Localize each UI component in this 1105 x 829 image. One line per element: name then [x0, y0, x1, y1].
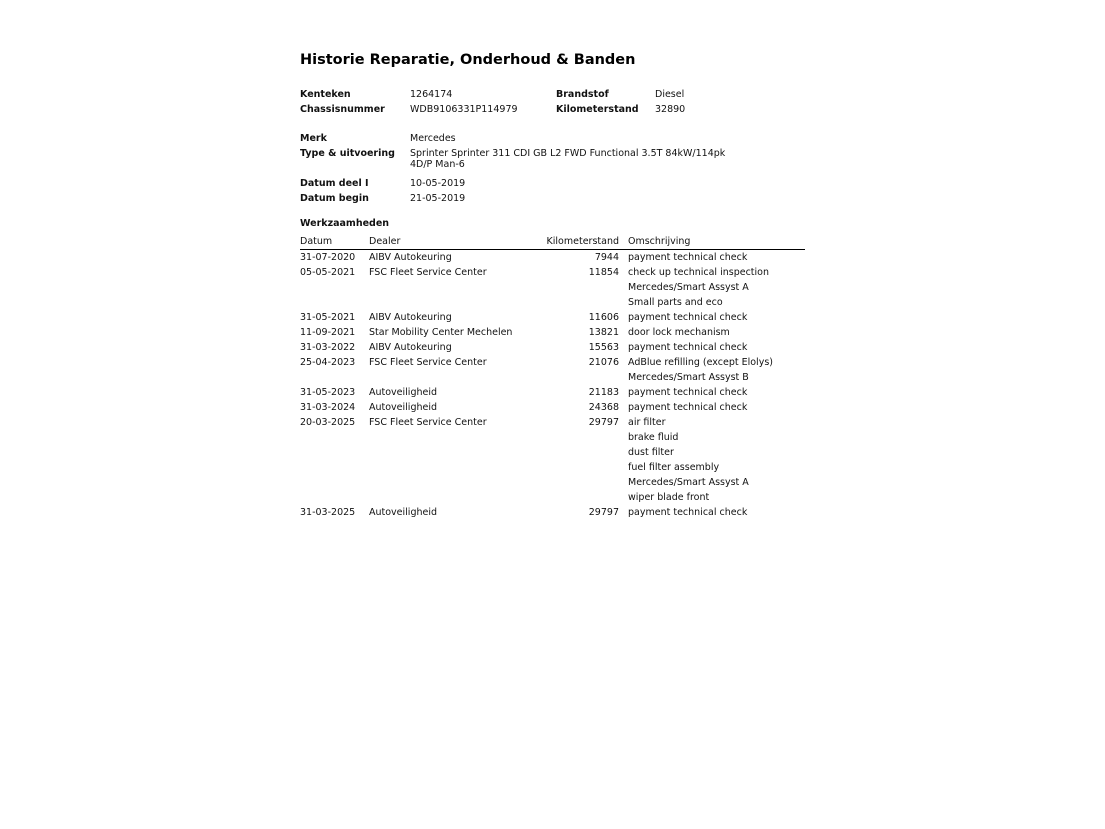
table-row	[300, 430, 805, 445]
row-omschrijving: payment technical check	[628, 402, 748, 413]
row-kilometerstand: 21076	[588, 357, 619, 368]
row-omschrijving: fuel filter assembly	[628, 462, 720, 473]
kenteken-row	[300, 87, 810, 102]
table-row	[300, 490, 805, 505]
row-dealer	[369, 280, 537, 295]
row-date: 31-03-2025	[300, 507, 356, 518]
row-dealer	[369, 490, 537, 505]
row-date: 05-05-2021	[300, 267, 356, 278]
row-dealer: FSC Fleet Service Center	[369, 357, 487, 368]
works-body	[300, 250, 805, 521]
row-kilometerstand	[537, 460, 628, 475]
row-omschrijving: wiper blade front	[628, 492, 710, 503]
row-kilometerstand: 7944	[594, 252, 619, 263]
row-kilometerstand	[537, 370, 628, 385]
chassis-row	[300, 102, 810, 117]
row-dealer	[369, 460, 537, 475]
table-row	[300, 385, 805, 400]
table-row	[300, 295, 805, 310]
kenteken-value: 1264174	[410, 89, 453, 100]
report	[300, 50, 810, 520]
table-row	[300, 250, 805, 266]
row-omschrijving: Mercedes/Smart Assyst A	[628, 282, 749, 293]
row-kilometerstand	[537, 445, 628, 460]
row-dealer: AIBV Autokeuring	[369, 312, 452, 323]
row-omschrijving: payment technical check	[628, 507, 748, 518]
row-dealer: FSC Fleet Service Center	[369, 417, 487, 428]
chassis-label: Chassisnummer	[300, 104, 385, 115]
kilometerstand-value: 32890	[655, 104, 686, 115]
row-date: 25-04-2023	[300, 357, 356, 368]
row-date	[300, 460, 369, 475]
page-title: Historie Reparatie, Onderhoud & Banden	[300, 52, 636, 68]
table-row	[300, 400, 805, 415]
datum-begin-value: 21-05-2019	[410, 193, 466, 204]
row-omschrijving: Small parts and eco	[628, 297, 723, 308]
table-row	[300, 265, 805, 280]
header-omschrijving: Omschrijving	[628, 234, 805, 250]
merk-label: Merk	[300, 133, 327, 144]
row-dealer	[369, 295, 537, 310]
row-date: 11-09-2021	[300, 327, 356, 338]
row-omschrijving: brake fluid	[628, 432, 679, 443]
table-row	[300, 310, 805, 325]
table-row	[300, 280, 805, 295]
kenteken-label: Kenteken	[300, 89, 351, 100]
header-datum: Datum	[300, 234, 369, 250]
row-dealer	[369, 370, 537, 385]
type-label: Type & uitvoering	[300, 148, 395, 159]
row-date	[300, 430, 369, 445]
table-row	[300, 445, 805, 460]
datum-begin-row	[300, 191, 810, 206]
datum-begin-label: Datum begin	[300, 193, 369, 204]
header-kilometerstand: Kilometerstand	[537, 234, 628, 250]
row-kilometerstand: 11606	[588, 312, 619, 323]
row-date: 31-03-2024	[300, 402, 356, 413]
type-value: Sprinter Sprinter 311 CDI GB L2 FWD Functional 3.5T 84kW/114pk 4D/P Man-6	[410, 148, 726, 170]
row-omschrijving: payment technical check	[628, 252, 748, 263]
row-date	[300, 445, 369, 460]
row-dealer: AIBV Autokeuring	[369, 252, 452, 263]
row-omschrijving: air filter	[628, 417, 666, 428]
row-date	[300, 475, 369, 490]
row-kilometerstand	[537, 295, 628, 310]
row-kilometerstand: 29797	[588, 507, 619, 518]
row-omschrijving: Mercedes/Smart Assyst B	[628, 372, 749, 383]
table-row	[300, 505, 805, 520]
row-kilometerstand	[537, 475, 628, 490]
table-row	[300, 415, 805, 430]
row-omschrijving: dust filter	[628, 447, 674, 458]
row-omschrijving: payment technical check	[628, 387, 748, 398]
row-omschrijving: door lock mechanism	[628, 327, 730, 338]
werkzaamheden-heading: Werkzaamheden	[300, 218, 390, 229]
row-omschrijving: Mercedes/Smart Assyst A	[628, 477, 749, 488]
row-omschrijving: AdBlue refilling (except Elolys)	[628, 357, 773, 368]
row-kilometerstand: 29797	[588, 417, 619, 428]
row-omschrijving: payment technical check	[628, 342, 748, 353]
row-kilometerstand: 11854	[588, 267, 619, 278]
row-date: 31-05-2023	[300, 387, 356, 398]
header-dealer: Dealer	[369, 234, 537, 250]
row-dealer: FSC Fleet Service Center	[369, 267, 487, 278]
datum-deel-row	[300, 176, 810, 191]
row-omschrijving: payment technical check	[628, 312, 748, 323]
table-row	[300, 475, 805, 490]
kilometerstand-label: Kilometerstand	[556, 104, 639, 115]
row-dealer: Star Mobility Center Mechelen	[369, 327, 513, 338]
table-row	[300, 370, 805, 385]
row-kilometerstand: 15563	[588, 342, 619, 353]
row-date	[300, 370, 369, 385]
row-kilometerstand: 24368	[588, 402, 619, 413]
row-kilometerstand	[537, 280, 628, 295]
table-row	[300, 340, 805, 355]
works-table	[300, 234, 805, 520]
row-date: 31-07-2020	[300, 252, 356, 263]
datum-deel-label: Datum deel I	[300, 178, 369, 189]
row-dealer	[369, 475, 537, 490]
row-dealer: AIBV Autokeuring	[369, 342, 452, 353]
works-header-row	[300, 234, 805, 250]
type-row	[300, 146, 810, 176]
row-dealer	[369, 430, 537, 445]
row-date	[300, 280, 369, 295]
row-date: 31-03-2022	[300, 342, 356, 353]
row-omschrijving: check up technical inspection	[628, 267, 769, 278]
datum-deel-value: 10-05-2019	[410, 178, 466, 189]
row-kilometerstand	[537, 430, 628, 445]
brandstof-value: Diesel	[655, 89, 685, 100]
table-row	[300, 355, 805, 370]
brandstof-label: Brandstof	[556, 89, 609, 100]
row-dealer	[369, 445, 537, 460]
row-dealer: Autoveiligheid	[369, 387, 438, 398]
row-kilometerstand	[537, 490, 628, 505]
table-row	[300, 325, 805, 340]
merk-value: Mercedes	[410, 133, 456, 144]
row-date: 20-03-2025	[300, 417, 356, 428]
row-date: 31-05-2021	[300, 312, 356, 323]
chassis-value: WDB9106331P114979	[410, 104, 518, 115]
row-date	[300, 490, 369, 505]
row-dealer: Autoveiligheid	[369, 507, 438, 518]
row-dealer: Autoveiligheid	[369, 402, 438, 413]
row-kilometerstand: 21183	[588, 387, 619, 398]
row-date	[300, 295, 369, 310]
merk-row	[300, 131, 810, 146]
table-row	[300, 460, 805, 475]
row-kilometerstand: 13821	[588, 327, 619, 338]
